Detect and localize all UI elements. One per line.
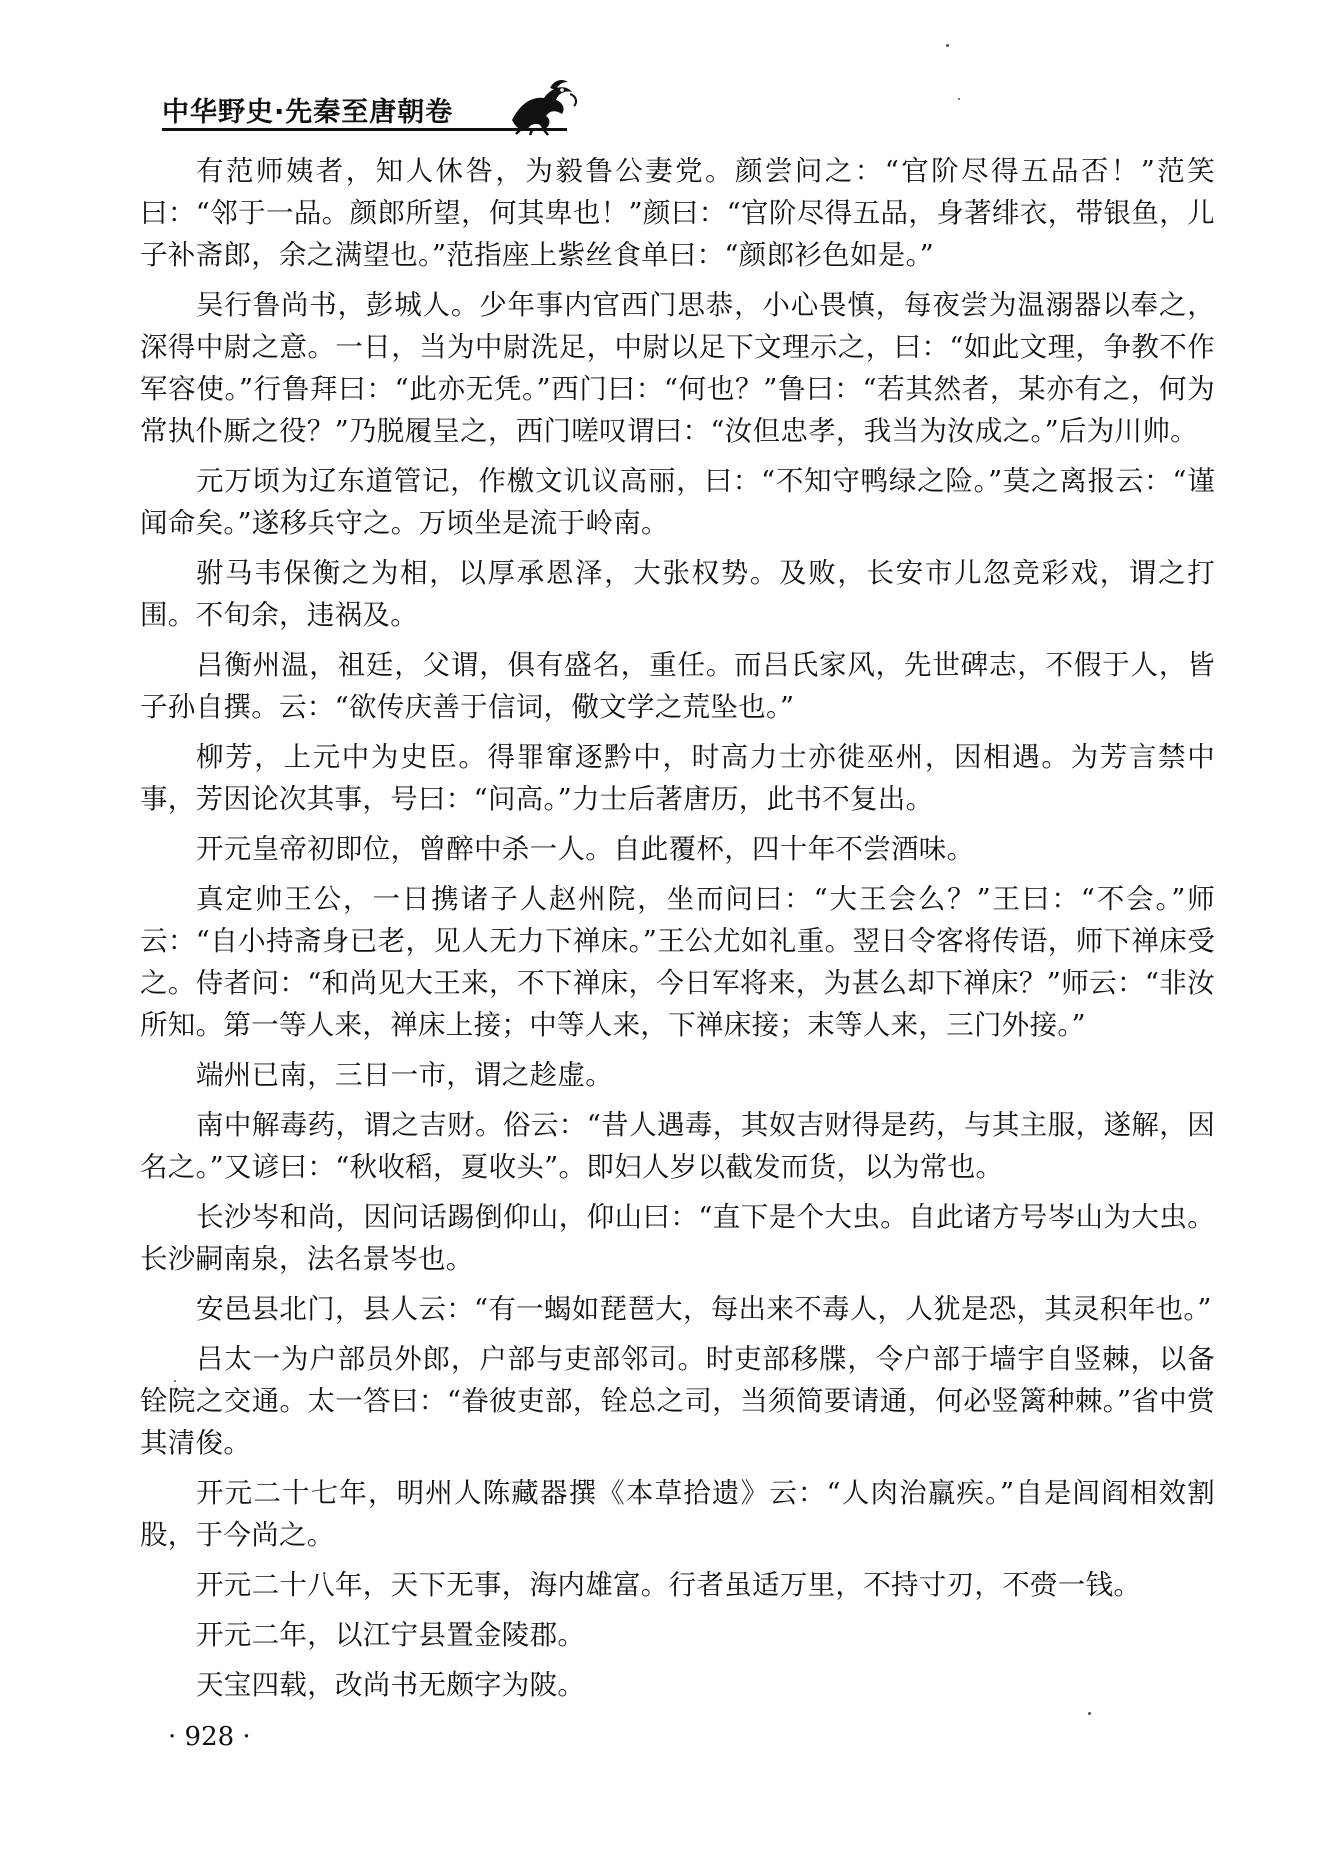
paragraph: 天宝四载，改尚书无颇字为陂。	[196, 1669, 586, 1701]
paragraph: 吕太一为户部员外郎，户部与吏部邻司。时吏部移牒，令户部于墙宇自竖棘，以备铨院之交通。太一答曰：“眷彼吏部，铨总之司，当须简要请通，何必竖篱种棘。”省中赏其清俊。	[140, 1343, 1215, 1459]
paragraph: 开元二十八年，天下无事，海内雄富。行者虽适万里，不持寸刃，不赍一钱。	[196, 1569, 1142, 1601]
dragon-emblem-icon	[492, 76, 582, 136]
running-header	[162, 84, 582, 144]
page-number: · 928 ·	[168, 1722, 251, 1752]
paragraph: 端州已南，三日一市，谓之趁虚。	[196, 1059, 613, 1091]
paragraph: 安邑县北门，县人云：“有一蝎如琵琶大，每出来不毒人，人犹是恐，其灵积年也。”	[196, 1293, 1212, 1325]
scan-speck	[174, 1380, 176, 1382]
paragraph: 南中解毒药，谓之吉财。俗云：“昔人遇毒，其奴吉财得是药，与其主服，遂解，因名之。”又谚曰：“秋收稻，夏收头”。即妇人岁以截发而货，以为常也。	[140, 1109, 1215, 1183]
paragraph: 吴行鲁尚书，彭城人。少年事内官西门思恭，小心畏慎，每夜尝为温溺器以奉之，深得中尉之意。一日，当为中尉洗足，中尉以足下文理示之，曰：“如此文理，争教不作军容使。”行鲁拜曰：“此亦无凭。”西门曰：“何也？”鲁曰：“若其然者，某亦有之，何为常执仆厮之役？”乃脱履呈之，西门嗟叹谓曰：“汝但忠孝，我当为汝成之。”后为川帅。	[140, 289, 1215, 447]
paragraph: 开元皇帝初即位，曾醉中杀一人。自此覆杯，四十年不尝酒味。	[196, 833, 975, 865]
paragraph: 真定帅王公，一日携诸子人赵州院，坐而问曰：“大王会么？”王曰：“不会。”师云：“自小持斋身已老，见人无力下禅床。”王公尤如礼重。翌日令客将传语，师下禅床受之。侍者问：“和尚见大王来，不下禅床，今日军将来，为甚么却下禅床？”师云：“非汝所知。第一等人来，禅床上接；中等人来，下禅床接；末等人来，三门外接。”	[140, 883, 1215, 1041]
paragraph: 长沙岑和尚，因问话踢倒仰山，仰山曰：“直下是个大虫。自此诸方号岑山为大虫。长沙嗣南泉，法名景岑也。	[140, 1201, 1215, 1275]
paragraph: 开元二年，以江宁县置金陵郡。	[196, 1619, 586, 1651]
header-rule	[162, 128, 567, 131]
paragraph: 有范师姨者，知人休咎，为毅鲁公妻党。颜尝问之：“官阶尽得五品否！”范笑曰：“邻于一品。颜郎所望，何其卑也！”颜曰：“官阶尽得五品，身著绯衣，带银鱼，儿子补斋郎，余之满望也。”范指座上紫丝食单曰：“颜郎衫色如是。”	[140, 155, 1215, 271]
scan-speck	[958, 98, 960, 100]
paragraph: 开元二十七年，明州人陈藏器撰《本草拾遗》云：“人肉治羸疾。”自是闾阎相效割股，于今尚之。	[140, 1477, 1215, 1551]
text-body	[140, 150, 1215, 1714]
paragraph: 元万顷为辽东道管记，作檄文讥议高丽，曰：“不知守鸭绿之险。”莫之离报云：“谨闻命矣。”遂移兵守之。万顷坐是流于岭南。	[140, 465, 1215, 539]
book-title: 中华野史·先秦至唐朝卷	[162, 97, 454, 128]
scan-speck	[1088, 1712, 1091, 1715]
paragraph: 柳芳，上元中为史臣。得罪窜逐黔中，时高力士亦徙巫州，因相遇。为芳言禁中事，芳因论次其事，号曰：“问高。”力士后著唐历，此书不复出。	[140, 741, 1215, 815]
scan-speck	[946, 44, 949, 47]
paragraph: 吕衡州温，祖廷，父谓，俱有盛名，重任。而吕氏家风，先世碑志，不假于人，皆子孙自撰。云：“欲传庆善于信词，儆文学之荒坠也。”	[140, 649, 1215, 723]
paragraph: 驸马韦保衡之为相，以厚承恩泽，大张权势。及败，长安市儿忽竞彩戏，谓之打围。不旬余，违祸及。	[140, 557, 1215, 631]
